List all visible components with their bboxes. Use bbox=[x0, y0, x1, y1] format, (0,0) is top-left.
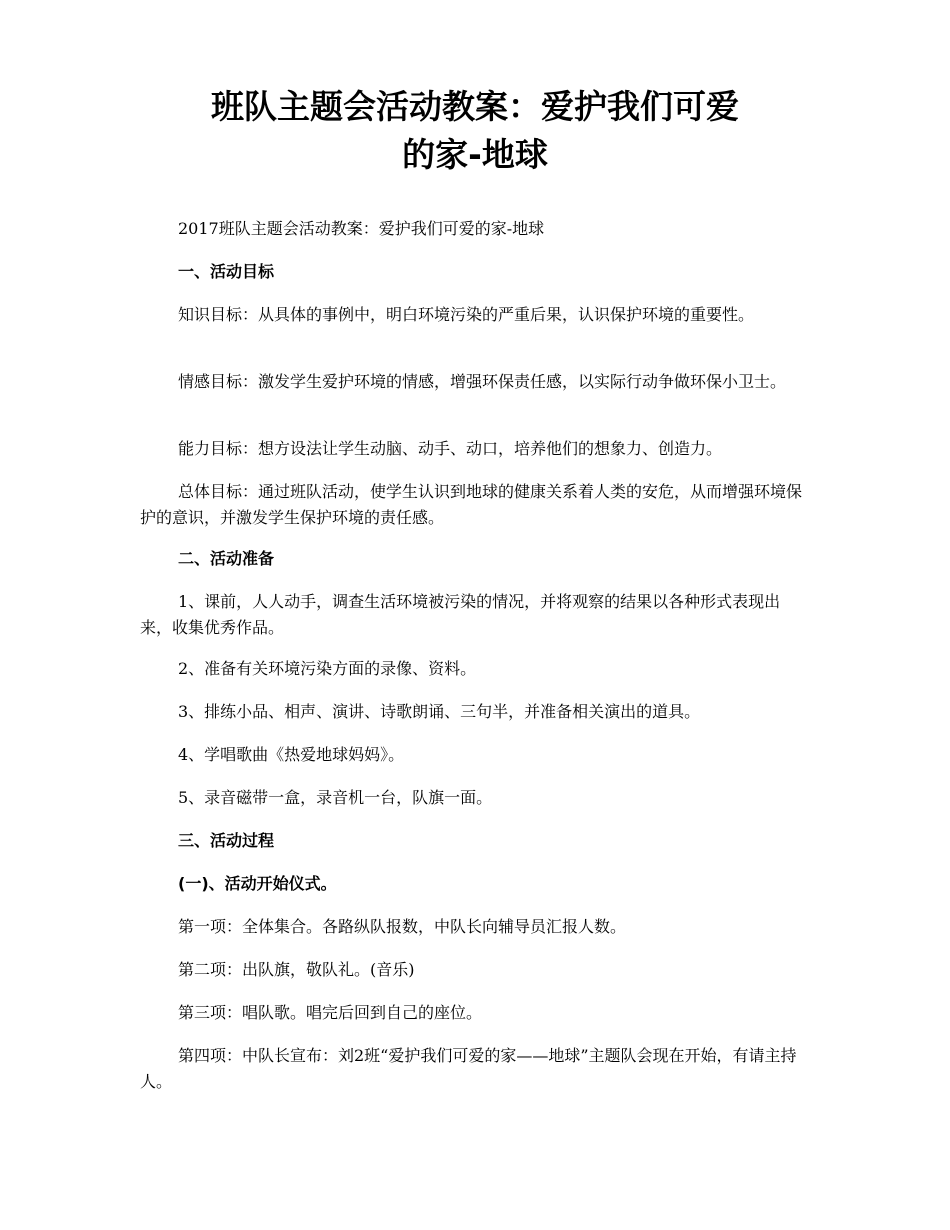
preparation-item: 1、课前，人人动手，调查生活环境被污染的情况，并将观察的结果以各种形式表现出来，收集优秀作品。 bbox=[140, 592, 781, 637]
preparation-item: 2、准备有关环境污染方面的录像、资料。 bbox=[178, 659, 477, 678]
process-step: 第二项：出队旗，敬队礼。(音乐) bbox=[178, 960, 415, 979]
process-step: 第一项：全体集合。各路纵队报数，中队长向辅导员汇报人数。 bbox=[178, 917, 627, 936]
preparation-item: 5、录音磁带一盒，录音机一台，队旗一面。 bbox=[178, 788, 493, 807]
goal-knowledge: 知识目标：从具体的事例中，明白环境污染的严重后果，认识保护环境的重要性。 bbox=[178, 305, 755, 324]
document-title-line-2: 的家-地球 bbox=[402, 135, 548, 174]
goal-emotion: 情感目标：激发学生爱护环境的情感，增强环保责任感，以实际行动争做环保小卫士。 bbox=[178, 372, 787, 391]
process-subheading: (一)、活动开始仪式。 bbox=[178, 874, 337, 893]
document-title-line-1: 班队主题会活动教案：爱护我们可爱 bbox=[211, 87, 739, 126]
intro-paragraph: 2017班队主题会活动教案：爱护我们可爱的家-地球 bbox=[178, 219, 545, 238]
process-step: 第三项：唱队歌。唱完后回到自己的座位。 bbox=[178, 1003, 483, 1022]
section-heading-process: 三、活动过程 bbox=[178, 831, 275, 850]
goal-overall: 总体目标：通过班队活动，使学生认识到地球的健康关系着人类的安危，从而增强环境保护的意识，并激发学生保护环境的责任感。 bbox=[140, 482, 803, 527]
preparation-item: 3、排练小品、相声、演讲、诗歌朗诵、三句半，并准备相关演出的道具。 bbox=[178, 702, 701, 721]
goal-ability: 能力目标：想方设法让学生动脑、动手、动口，培养他们的想象力、创造力。 bbox=[178, 439, 723, 458]
process-step: 第四项：中队长宣布：刘2班“爱护我们可爱的家——地球”主题队会现在开始，有请主持人。 bbox=[140, 1046, 797, 1091]
preparation-item: 4、学唱歌曲《热爱地球妈妈》。 bbox=[178, 745, 405, 764]
section-heading-preparation: 二、活动准备 bbox=[178, 549, 275, 568]
section-heading-goals: 一、活动目标 bbox=[178, 262, 275, 281]
